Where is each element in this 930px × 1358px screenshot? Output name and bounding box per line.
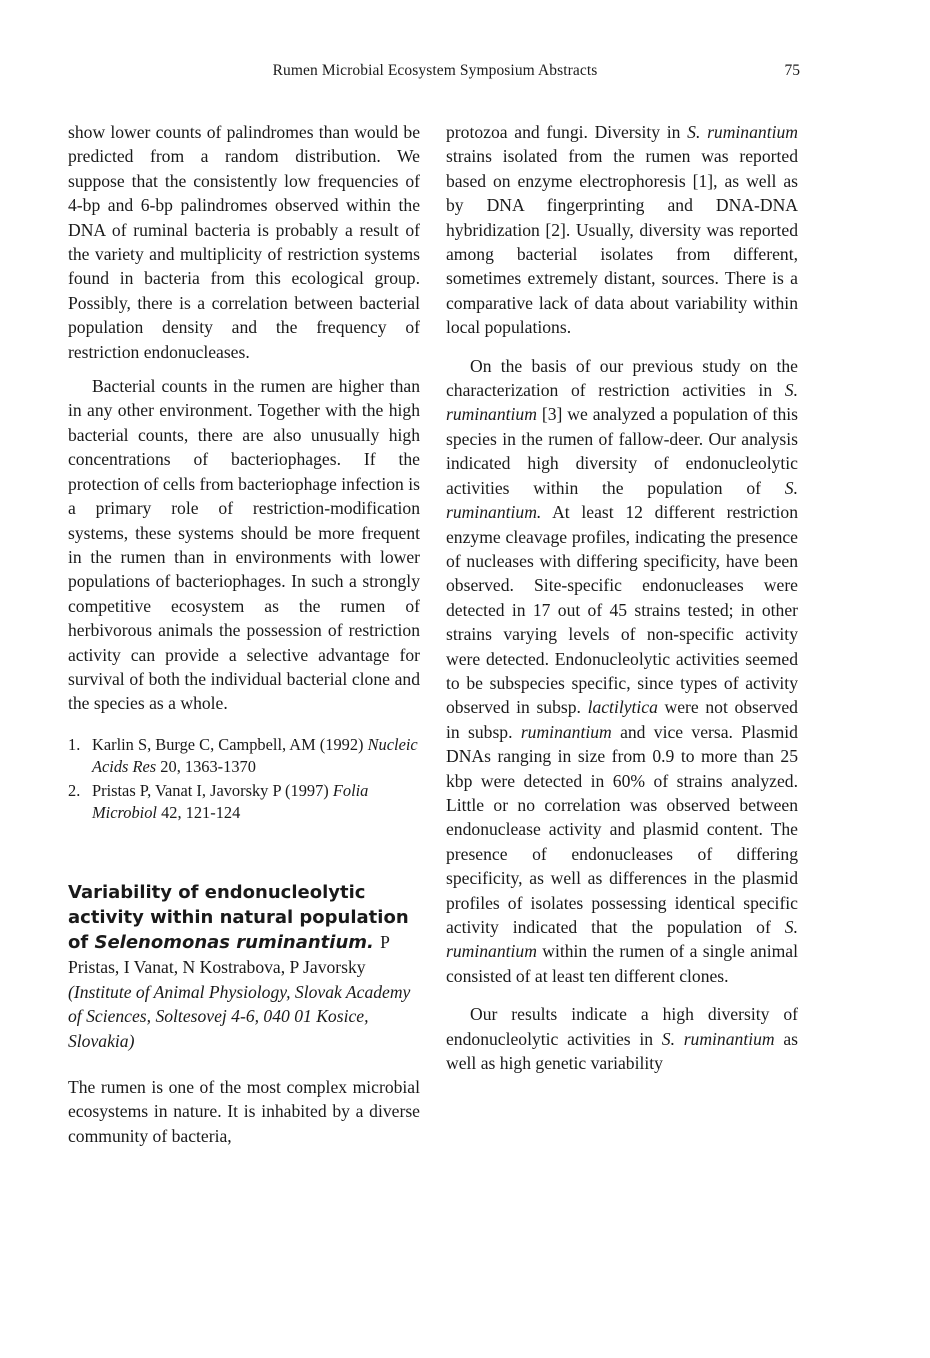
abstract-affiliation: (Institute of Animal Physiology, Slovak Academy of Sciences, Soltesovej 4-6, 040 01 Kosice, Slovakia) <box>68 981 411 1051</box>
text-run: as well as high genetic variability <box>446 1028 798 1074</box>
abstract-title-species: Selenomonas ruminantium. <box>94 931 374 953</box>
body-paragraph: The rumen is one of the most complex microbial ecosystems in nature. It is inhabited by a diverse community of bacteria, <box>68 1076 420 1146</box>
text-run: [3] we analyzed a population of this species in the rumen of fallow-deer. Our analysis indicated high diversity of endonucleolytic activities within the population of <box>446 404 798 498</box>
running-head: Rumen Microbial Ecosystem Symposium Abstracts <box>272 62 598 79</box>
text-run: On the basis of our previous study on the characterization of restriction activities in <box>446 355 798 401</box>
subspecies-name: ruminantium <box>520 721 612 742</box>
species-name: S. ruminantium <box>661 1028 775 1049</box>
reference-number: 2. <box>68 780 81 800</box>
species-name: S. ruminantium <box>446 380 798 425</box>
reference-journal: Folia Microbiol <box>92 780 369 822</box>
left-column <box>68 120 420 1148</box>
body-paragraph: Bacterial counts in the rumen are higher than in any other environment. Together with the high bacterial counts, there are also unusually high concentrations of bacteriophages. If the protection of cells from bacteriophage infection is a primary role of restriction-modification systems, these systems should be more frequent in the rumen than in environments with lower populations of bacteriophages. In such a strongly competitive ecosystem as the rumen of herbivorous animals the possession of restriction activity can provide a selective advantage for survival of both the individual bacterial clone and the species as a whole. <box>68 376 420 714</box>
species-name: S. ruminantium <box>446 917 798 962</box>
reference-item <box>68 734 420 778</box>
text-run: were not observed in subsp. <box>446 697 798 742</box>
abstract-authors: P Pristas, I Vanat, N Kostrabova, P Javorsky <box>68 931 390 977</box>
right-column <box>446 120 798 1075</box>
reference-item <box>68 780 420 824</box>
reference-journal: Nucleic Acids Res <box>92 734 418 776</box>
reference-list <box>68 734 420 824</box>
reference-details: 20, 1363-1370 <box>160 756 256 776</box>
body-paragraph <box>446 354 798 989</box>
text-run: At least 12 different restriction enzyme cleavage profiles, indicating the presence of nucleases with differing specificity, have been observed. Site-specific endonucleases were detected in 17 out of 45 strains tested; in other strains varying levels of non-specific activity were detected. Endonucleolytic activities seemed to be subspecies specific, since types of activity observed in subsp. <box>446 502 798 718</box>
species-name: S. ruminantium <box>687 122 798 142</box>
abstract-title <box>68 880 420 980</box>
body-paragraph <box>446 1002 798 1075</box>
reference-details: 42, 121-124 <box>161 802 241 822</box>
reference-authors: Karlin S, Burge C, Campbell, AM (1992) <box>92 734 364 754</box>
text-run: strains isolated from the rumen was reported based on enzyme electrophoresis [1], as well as by DNA fingerprinting and DNA-DNA hybridization [2]. Usually, diversity was reported among bacterial isolates from different, sometimes extremely distant, sources. There is a comparative lack of data about variability within local populations. <box>446 146 798 338</box>
text-run: and vice versa. Plasmid DNAs ranging in size from 0.9 to more than 25 kbp were detected in 60% of strains analyzed. Little or no correlation was observed between endonuclease activity and plasmid content. The presence of endonucleases of differing specificity, as well as differences in the plasmid profiles of isolates possessing identical specific activity indicated that the population of <box>446 721 798 937</box>
reference-number: 1. <box>68 734 81 754</box>
text-run: within the rumen of a single animal consisted of at least ten different clones. <box>446 941 798 986</box>
text-run: protozoa and fungi. Diversity in <box>446 122 681 142</box>
species-name: S. ruminantium. <box>446 477 798 523</box>
reference-authors: Pristas P, Vanat I, Javorsky P (1997) <box>92 780 329 800</box>
body-paragraph: show lower counts of palindromes than would be predicted from a random distribution. We suppose that the consistently low frequencies of 4-bp and 6-bp palindromes observed within the DNA of ruminal bacteria is probably a result of the variety and multiplicity of restriction systems found in bacteria from this ecological group. Possibly, there is a correlation between bacterial population density and the frequency of restriction endonucleases. <box>68 122 420 362</box>
page-number: 75 <box>784 62 800 79</box>
subspecies-name: lactilytica <box>587 697 658 718</box>
abstract-title-text: Variability of endonucleolytic activity within natural population of <box>68 881 409 953</box>
text-run: Our results indicate a high diversity of endonucleolytic activities in <box>446 1004 798 1049</box>
body-paragraph <box>446 120 798 340</box>
